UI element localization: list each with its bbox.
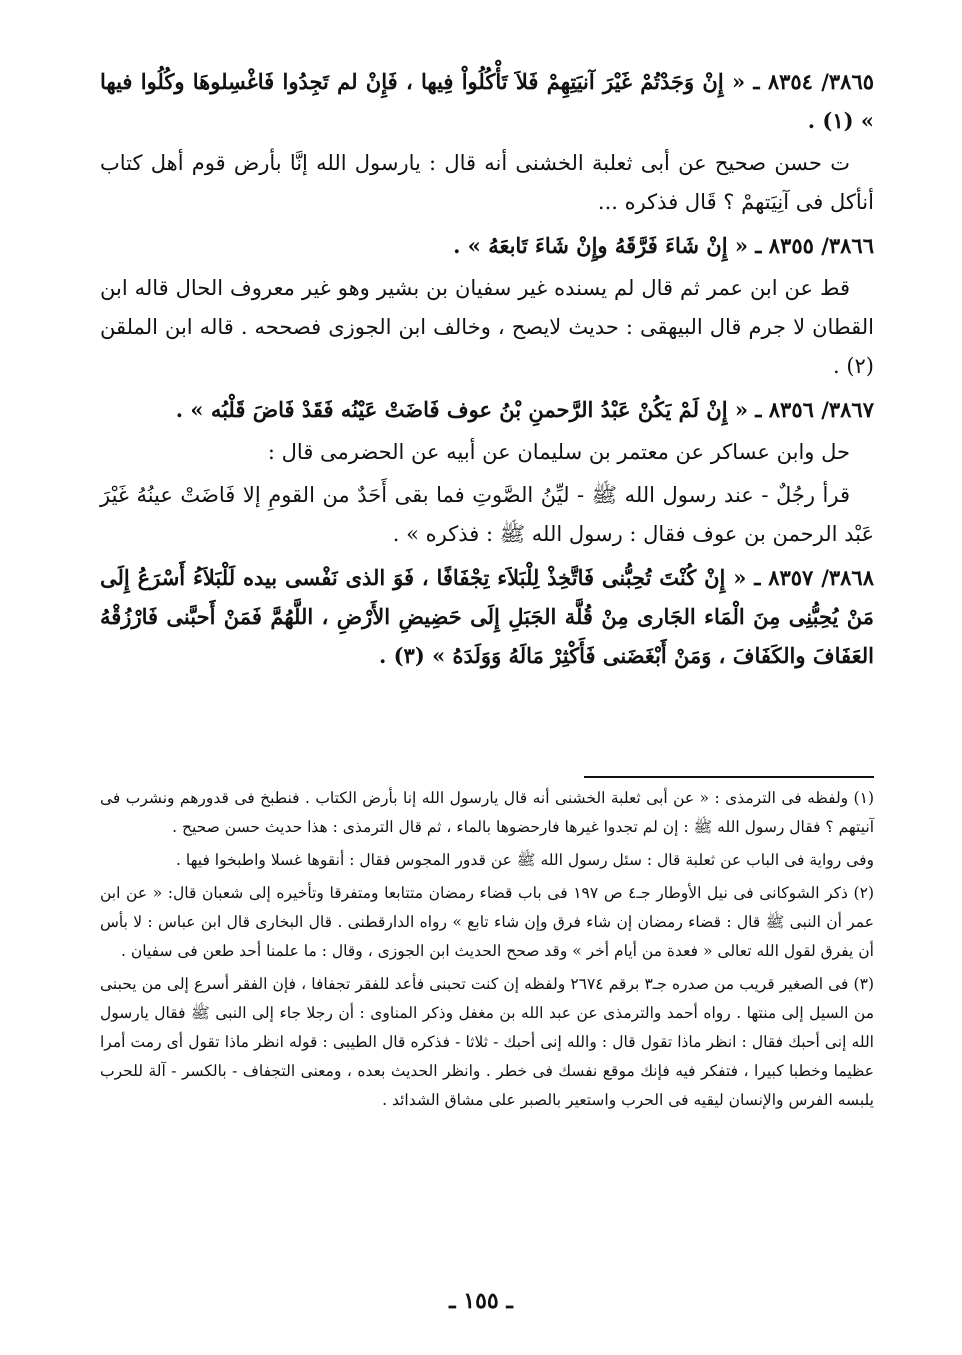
- hadith-entry: [100, 558, 874, 675]
- footnote: (٣) فى الصغير قريب من صدره جـ٣ برقم ٢٦٧٤ ولفظه إن كنت تحبنى فأعد للفقر تجفافا ، فإن الفقر أسرع إلى من يحبنى من السيل إلى منتها . رواه أحمد والترمذى عن عبد الله بن مغفل وذكر المناوى : أن رجلا جاء إلى النبى ﷺ فقال يارسول الله إنى أحبك فقال : انظر ماذا تقول قال : والله إنى أحبك - ثلاثا - فذكره قال الطيبى : قوله انظر ماذا تقول أى رمت أمرا عظيما وخطبا كبيرا ، فتفكر فيه فإنك موقع نفسك فى خطر . وانظر الحديث بعده ، ومعنى التجفاف - بالكسر - آلة للحرب يلبسه الفرس والإنسان ليقيه فى الحرب واستعير بالصبر على مشاق الشدائد .: [100, 975, 874, 1109]
- hadith-number: ٣٨٦٥/ ٨٣٥٤ ـ: [753, 69, 875, 94]
- commentary-text: ت حسن صحيح عن أبى ثعلبة الخشنى أنه قال : يارسول الله إنَّا بأرض قوم أهل كتاب أنأكل فى آنِيَتهمْ ؟ قَال فذكره ...: [100, 151, 874, 214]
- hadith-number: ٣٨٦٧/ ٨٣٥٦ ـ: [755, 397, 874, 422]
- hadith-text: « إِنْ لَمْ يَكُنْ عَبْدُ الرَّحمنِ بْنُ عوف فَاضَتْ عَيْنُه فَقَدْ فَاضَ قَلْبُه » .: [175, 397, 756, 422]
- hadith-text: « إِنْ شَاءَ فَرَّقَهُ وإِنْ شَاءَ تَابعَهُ » .: [453, 233, 756, 258]
- footnotes: [100, 784, 874, 1119]
- commentary-paragraph: [100, 433, 874, 472]
- main-text: [100, 62, 874, 679]
- hadith-entry: [100, 226, 874, 265]
- hadith-number: ٣٨٦٦/ ٨٣٥٥ ـ: [755, 233, 874, 258]
- page-number: ـ ١٥٥ ـ: [449, 1288, 513, 1314]
- footnote: (١) ولفظه فى الترمذى : « عن أبى ثعلبة الخشنى أنه قال يارسول الله إنا بأرض الكتاب . فنطبخ فى قدورهم ونشرب فى آنيتهم ؟ فقال رسول الله ﷺ : إن لم تجدوا غيرها فارحضوها بالماء ، ثم قال الترمذى : هذا حديث حسن صحيح .: [100, 789, 874, 836]
- hadith-entry: [100, 62, 874, 140]
- commentary-paragraph: [100, 144, 874, 222]
- commentary-text: حل وابن عساكر عن معتمر بن سليمان عن أبيه عن الحضرمى قال :: [267, 440, 850, 464]
- commentary-paragraph: [100, 269, 874, 386]
- footnote: (٢) ذكر الشوكانى فى نيل الأوطار جـ٤ ص ١٩٧ فى باب قضاء رمضان متتابعا ومتفرقا وتأخيره إلى شعبان قال: « عن ابن عمر أن النبى ﷺ قال : قضاء رمضان إن شاء فرق وإن شاء تابع » رواه الدارقطنى . قال البخارى قال ابن عباس : لا بأس أن يفرق لقول الله تعالى « فعدة من أيام أخر » وقد صحح الحديث ابن الجوزى ، وقال : ما علمنا أحد طعن فى سفيان .: [100, 884, 875, 960]
- hadith-text: « إِنْ كُنْتَ تُحِبُّنى فَاتَّخِذْ لِلْبَلاَء تِجْفَافًا ، فَوَ الذى نَفْسى بيده لَلْبَلاَءُ أَسْرَعُ إِلَى مَنْ يُحِبُّنِى مِنَ الْمَاء الجَارى مِنْ قُلَّة الجَبَلِ إِلَى حَضِيضِ الأَرْضِ ، اللَّهُمَّ فَمَنْ أَحبَّنى فَارْزُقْهُ العَفَافَ والكَفَافَ ، وَمَنْ أَبْغَضَنى فَأَكْثِرْ مَالَهُ وَوَلَدَهُ » (٣) .: [100, 565, 874, 668]
- hadith-number: ٣٨٦٨/ ٨٣٥٧ ـ: [754, 565, 874, 590]
- commentary-paragraph: [100, 476, 874, 554]
- commentary-text: قط عن ابن عمر ثم قال لم يسنده غير سفيان بن بشير وهو غير معروف الحال قاله ابن القطان لا جرم قال البيهقى : حديث لايصح ، وخالف ابن الجوزى فصححه . قاله ابن الملقن (٢) .: [100, 276, 874, 378]
- hadith-text: « إِنْ وَجَدْتُمْ غَيْرَ آنيَتِهِمْ فَلاَ تَأْكُلُواْ فِيها ، فَإِنْ لم تَجِدُوا فَاغْسِلوهَا وكُلُوا فيها » (١) .: [100, 69, 874, 133]
- footnote: وفى رواية فى الباب عن ثعلبة قال : سئل رسول الله ﷺ عن قدور المجوس فقال : أنقوها غسلا واطبخوا فيها .: [176, 851, 874, 869]
- commentary-text: قرأ رجُلٌ - عند رسول الله ﷺ - ليِّنُ الصَّوتِ فما بقى أَحَدٌ من القومِ إلا فَاضَتْ عينُهُ غَيْرَ عَبْد الرحمن بن عوف فقال : رسول الله ﷺ : فذكره » .: [100, 483, 874, 546]
- footnote-separator: [584, 776, 874, 778]
- hadith-entry: [100, 390, 874, 429]
